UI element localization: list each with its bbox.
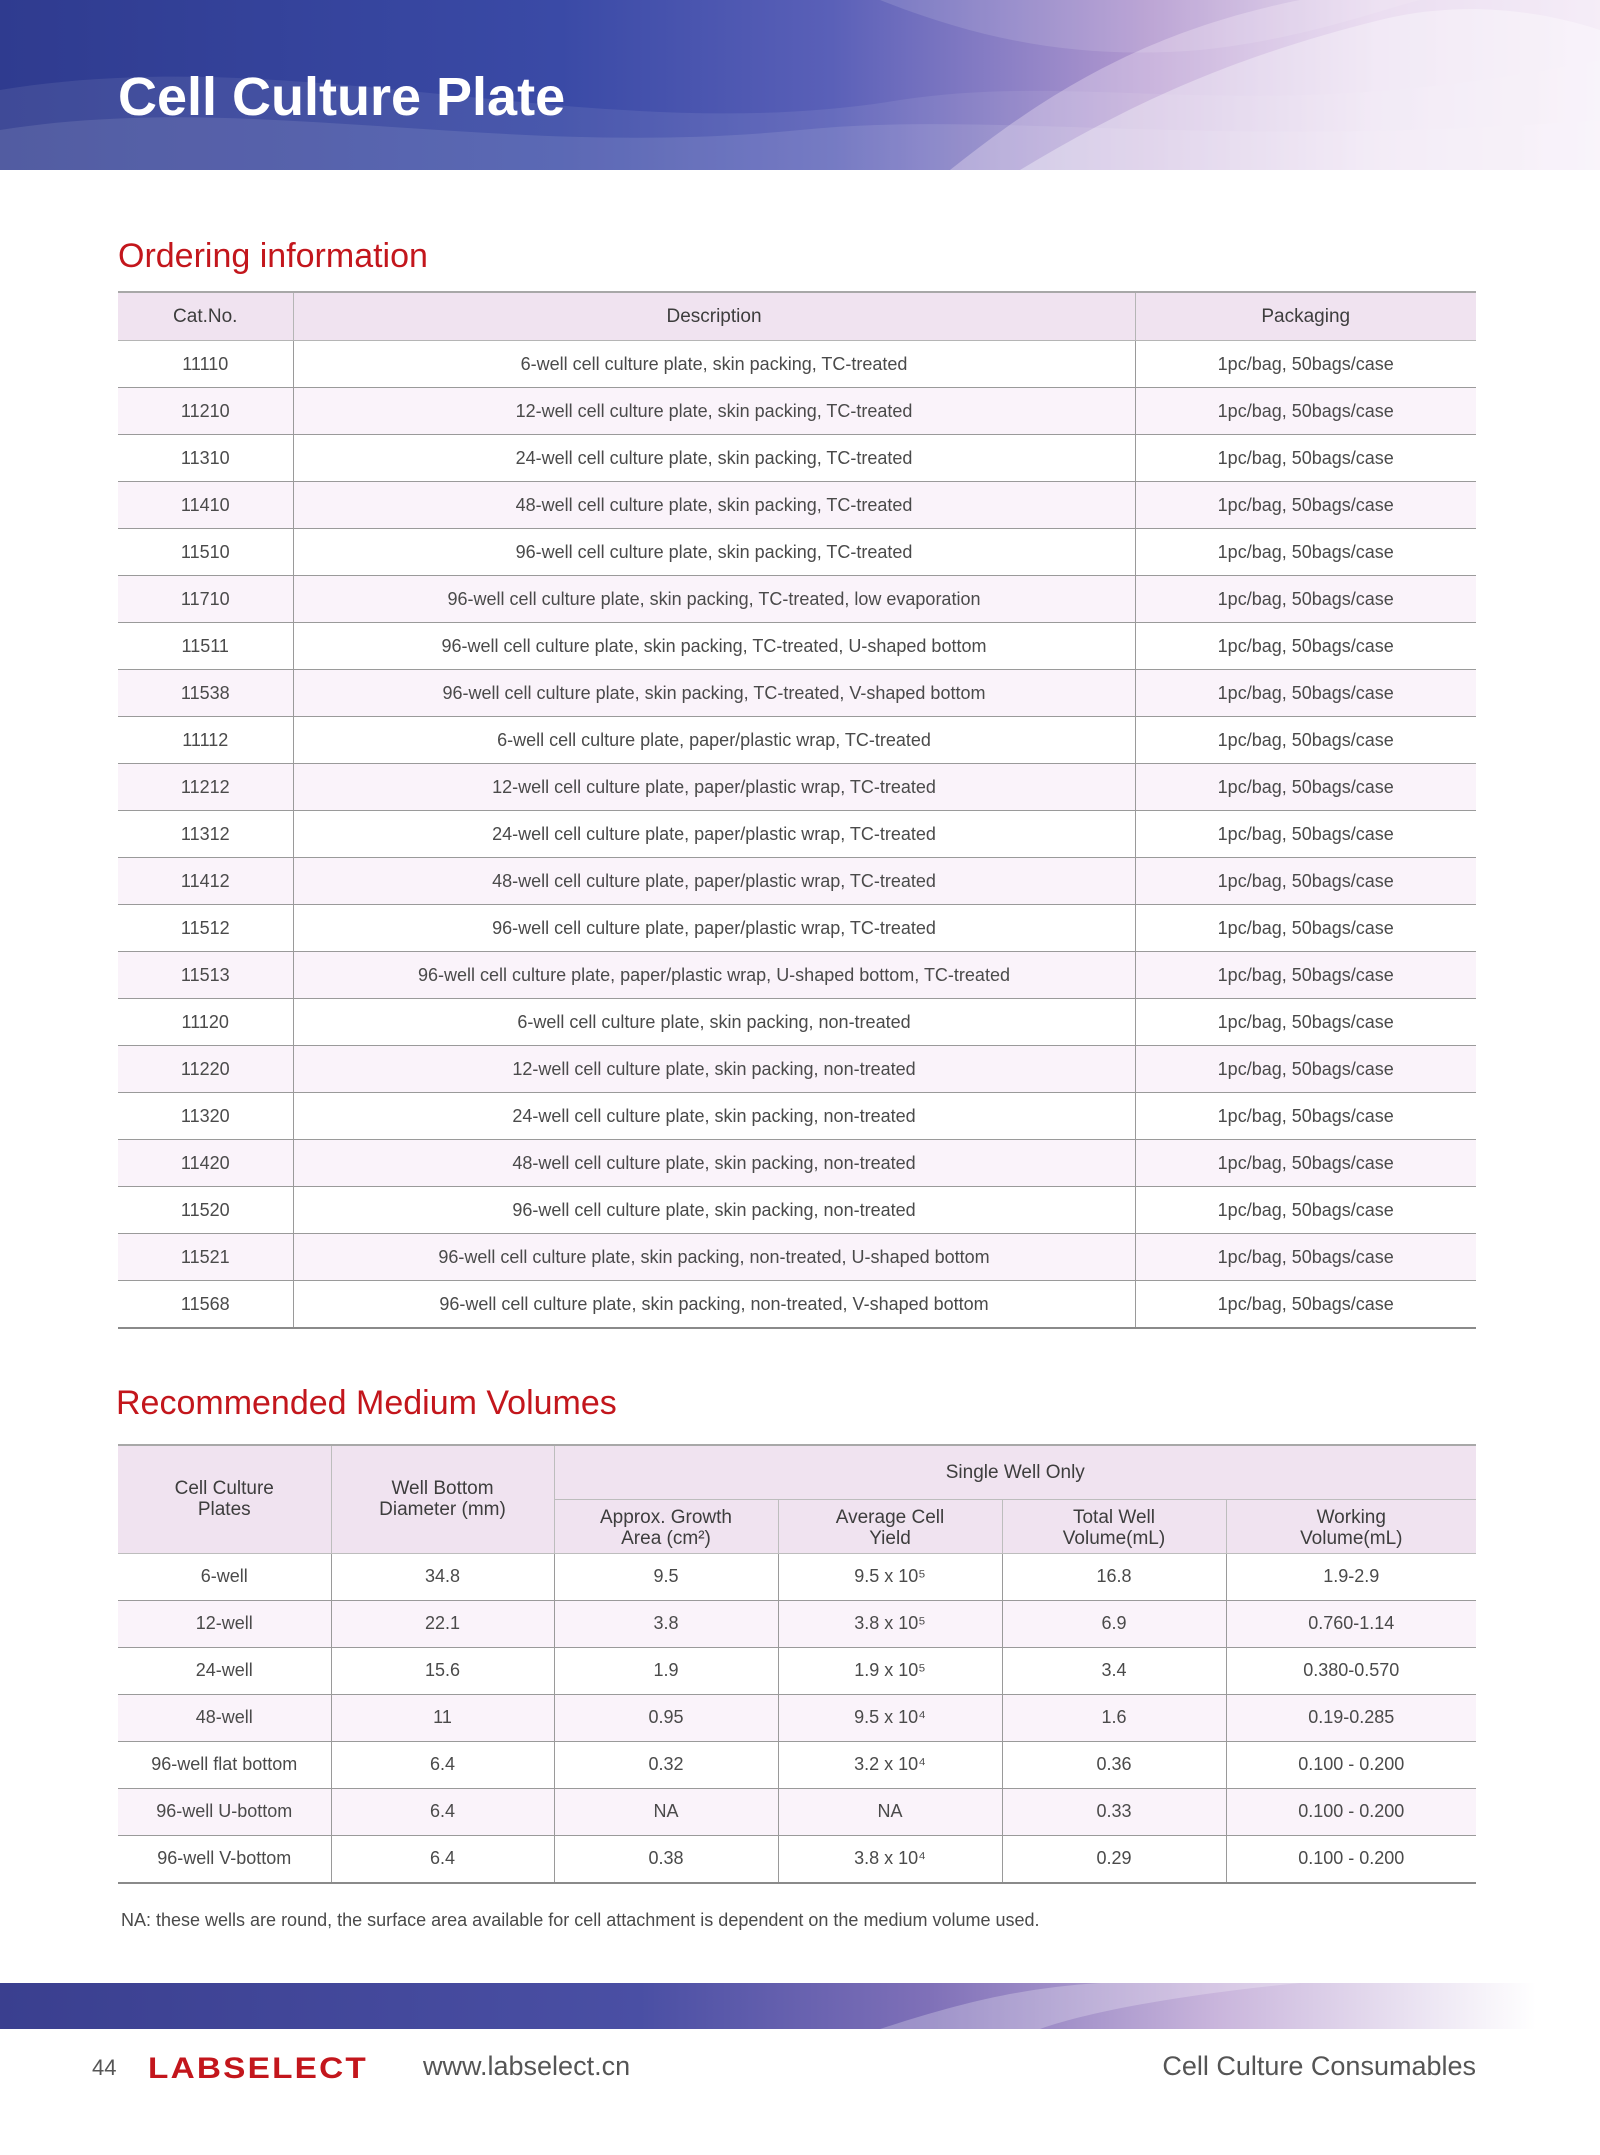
- description-cell: 24-well cell culture plate, paper/plastic wrap, TC-treated: [293, 811, 1135, 858]
- cell-yield-cell: 3.8 x 10⁴: [778, 1835, 1002, 1883]
- table-row: [118, 623, 1476, 670]
- cat-no-cell: 11320: [118, 1093, 293, 1140]
- diameter-cell: 6.4: [331, 1741, 554, 1788]
- growth-area-cell: 1.9: [554, 1647, 778, 1694]
- diameter-cell: 6.4: [331, 1788, 554, 1835]
- total-volume-cell: 0.33: [1002, 1788, 1226, 1835]
- table-row: [118, 1600, 1476, 1647]
- packaging-cell: 1pc/bag, 50bags/case: [1135, 1187, 1476, 1234]
- description-cell: 48-well cell culture plate, skin packing, TC-treated: [293, 482, 1135, 529]
- description-cell: 12-well cell culture plate, skin packing, non-treated: [293, 1046, 1135, 1093]
- labselect-logo: [148, 2050, 373, 2089]
- ordering-header-row: [118, 292, 1476, 341]
- packaging-cell: 1pc/bag, 50bags/case: [1135, 1281, 1476, 1329]
- medium-table-body: [118, 1553, 1476, 1883]
- description-cell: 96-well cell culture plate, skin packing, non-treated, V-shaped bottom: [293, 1281, 1135, 1329]
- description-cell: 96-well cell culture plate, skin packing, TC-treated: [293, 529, 1135, 576]
- packaging-cell: 1pc/bag, 50bags/case: [1135, 999, 1476, 1046]
- table-row: [118, 1281, 1476, 1329]
- packaging-cell: 1pc/bag, 50bags/case: [1135, 341, 1476, 388]
- growth-area-cell: 0.32: [554, 1741, 778, 1788]
- description-cell: 12-well cell culture plate, paper/plastic wrap, TC-treated: [293, 764, 1135, 811]
- growth-area-cell: 0.95: [554, 1694, 778, 1741]
- description-cell: 96-well cell culture plate, skin packing, TC-treated, V-shaped bottom: [293, 670, 1135, 717]
- table-row: [118, 1046, 1476, 1093]
- total-volume-cell: 3.4: [1002, 1647, 1226, 1694]
- table-row: [118, 670, 1476, 717]
- column-header-packaging: Packaging: [1135, 292, 1476, 341]
- working-volume-cell: 0.100 - 0.200: [1226, 1835, 1476, 1883]
- cat-no-cell: 11521: [118, 1234, 293, 1281]
- column-header-working-volume: Working Volume(mL): [1226, 1499, 1476, 1553]
- growth-area-cell: 9.5: [554, 1553, 778, 1600]
- cat-no-cell: 11110: [118, 341, 293, 388]
- growth-area-cell: 3.8: [554, 1600, 778, 1647]
- table-row: [118, 952, 1476, 999]
- table-row: [118, 576, 1476, 623]
- column-header-cell-yield: Average Cell Yield: [778, 1499, 1002, 1553]
- diameter-cell: 22.1: [331, 1600, 554, 1647]
- table-row: [118, 1234, 1476, 1281]
- table-row: [118, 1694, 1476, 1741]
- cat-no-cell: 11210: [118, 388, 293, 435]
- table-row: [118, 905, 1476, 952]
- cat-no-cell: 11220: [118, 1046, 293, 1093]
- description-cell: 24-well cell culture plate, skin packing, TC-treated: [293, 435, 1135, 482]
- column-header-description: Description: [293, 292, 1135, 341]
- table-row: [118, 435, 1476, 482]
- description-cell: 6-well cell culture plate, skin packing, non-treated: [293, 999, 1135, 1046]
- table-row: [118, 341, 1476, 388]
- packaging-cell: 1pc/bag, 50bags/case: [1135, 388, 1476, 435]
- table-row: [118, 858, 1476, 905]
- growth-area-cell: NA: [554, 1788, 778, 1835]
- labselect-logo-mark: [148, 2050, 373, 2084]
- cat-no-cell: 11513: [118, 952, 293, 999]
- plate-cell: 24-well: [118, 1647, 331, 1694]
- cat-no-cell: 11310: [118, 435, 293, 482]
- plate-cell: 12-well: [118, 1600, 331, 1647]
- diameter-cell: 34.8: [331, 1553, 554, 1600]
- svg-text:LABSELECT: LABSELECT: [148, 2052, 368, 2084]
- description-cell: 96-well cell culture plate, skin packing, TC-treated, U-shaped bottom: [293, 623, 1135, 670]
- page-title: Cell Culture Plate: [118, 67, 566, 127]
- table-row: [118, 1140, 1476, 1187]
- packaging-cell: 1pc/bag, 50bags/case: [1135, 623, 1476, 670]
- cell-yield-cell: 3.2 x 10⁴: [778, 1741, 1002, 1788]
- plate-cell: 96-well U-bottom: [118, 1788, 331, 1835]
- column-header-plates: Cell Culture Plates: [118, 1445, 331, 1553]
- working-volume-cell: 0.19-0.285: [1226, 1694, 1476, 1741]
- total-volume-cell: 16.8: [1002, 1553, 1226, 1600]
- table-row: [118, 999, 1476, 1046]
- packaging-cell: 1pc/bag, 50bags/case: [1135, 576, 1476, 623]
- packaging-cell: 1pc/bag, 50bags/case: [1135, 858, 1476, 905]
- total-volume-cell: 1.6: [1002, 1694, 1226, 1741]
- website-link[interactable]: www.labselect.cn: [423, 2051, 631, 2081]
- description-cell: 96-well cell culture plate, paper/plastic wrap, U-shaped bottom, TC-treated: [293, 952, 1135, 999]
- packaging-cell: 1pc/bag, 50bags/case: [1135, 670, 1476, 717]
- cat-no-cell: 11568: [118, 1281, 293, 1329]
- cat-no-cell: 11710: [118, 576, 293, 623]
- total-volume-cell: 0.36: [1002, 1741, 1226, 1788]
- column-header-total-volume: Total Well Volume(mL): [1002, 1499, 1226, 1553]
- column-header-growth-area: Approx. Growth Area (cm²): [554, 1499, 778, 1553]
- description-cell: 48-well cell culture plate, paper/plastic wrap, TC-treated: [293, 858, 1135, 905]
- cat-no-cell: 11120: [118, 999, 293, 1046]
- packaging-cell: 1pc/bag, 50bags/case: [1135, 905, 1476, 952]
- footer-band: [0, 1983, 1600, 2029]
- cat-no-cell: 11112: [118, 717, 293, 764]
- footer-wave-decoration: [0, 1983, 1600, 2029]
- table-footnote: NA: these wells are round, the surface area available for cell attachment is dependent on the medium volume used.: [121, 1910, 1040, 1930]
- packaging-cell: 1pc/bag, 50bags/case: [1135, 952, 1476, 999]
- table-row: [118, 811, 1476, 858]
- cell-yield-cell: NA: [778, 1788, 1002, 1835]
- medium-volumes-table: [118, 1444, 1476, 1884]
- packaging-cell: 1pc/bag, 50bags/case: [1135, 435, 1476, 482]
- table-row: [118, 764, 1476, 811]
- table-row: [118, 1093, 1476, 1140]
- packaging-cell: 1pc/bag, 50bags/case: [1135, 1093, 1476, 1140]
- cat-no-cell: 11410: [118, 482, 293, 529]
- column-header-cat-no: Cat.No.: [118, 292, 293, 341]
- page-number: 44: [92, 2055, 117, 2080]
- table-row: [118, 717, 1476, 764]
- cat-no-cell: 11512: [118, 905, 293, 952]
- ordering-section-title: Ordering information: [118, 237, 428, 275]
- column-group-single-well: Single Well Only: [554, 1445, 1476, 1499]
- table-row: [118, 529, 1476, 576]
- description-cell: 96-well cell culture plate, skin packing, non-treated: [293, 1187, 1135, 1234]
- plate-cell: 96-well V-bottom: [118, 1835, 331, 1883]
- plate-cell: 6-well: [118, 1553, 331, 1600]
- description-cell: 96-well cell culture plate, skin packing, TC-treated, low evaporation: [293, 576, 1135, 623]
- total-volume-cell: 0.29: [1002, 1835, 1226, 1883]
- packaging-cell: 1pc/bag, 50bags/case: [1135, 811, 1476, 858]
- ordering-table-body: [118, 341, 1476, 1329]
- growth-area-cell: 0.38: [554, 1835, 778, 1883]
- table-row: [118, 1835, 1476, 1883]
- medium-header-row-top: [118, 1445, 1476, 1499]
- diameter-cell: 15.6: [331, 1647, 554, 1694]
- packaging-cell: 1pc/bag, 50bags/case: [1135, 1140, 1476, 1187]
- description-cell: 6-well cell culture plate, skin packing, TC-treated: [293, 341, 1135, 388]
- description-cell: 96-well cell culture plate, paper/plastic wrap, TC-treated: [293, 905, 1135, 952]
- packaging-cell: 1pc/bag, 50bags/case: [1135, 717, 1476, 764]
- packaging-cell: 1pc/bag, 50bags/case: [1135, 1046, 1476, 1093]
- description-cell: 96-well cell culture plate, skin packing, non-treated, U-shaped bottom: [293, 1234, 1135, 1281]
- plate-cell: 96-well flat bottom: [118, 1741, 331, 1788]
- diameter-cell: 11: [331, 1694, 554, 1741]
- cat-no-cell: 11212: [118, 764, 293, 811]
- ordering-table: [118, 291, 1476, 1329]
- column-header-diameter: Well Bottom Diameter (mm): [331, 1445, 554, 1553]
- cat-no-cell: 11412: [118, 858, 293, 905]
- cell-yield-cell: 9.5 x 10⁵: [778, 1553, 1002, 1600]
- footer-category: Cell Culture Consumables: [1162, 2051, 1476, 2081]
- cat-no-cell: 11510: [118, 529, 293, 576]
- plate-cell: 48-well: [118, 1694, 331, 1741]
- packaging-cell: 1pc/bag, 50bags/case: [1135, 1234, 1476, 1281]
- table-row: [118, 1788, 1476, 1835]
- table-row: [118, 388, 1476, 435]
- cat-no-cell: 11312: [118, 811, 293, 858]
- description-cell: 24-well cell culture plate, skin packing, non-treated: [293, 1093, 1135, 1140]
- packaging-cell: 1pc/bag, 50bags/case: [1135, 764, 1476, 811]
- medium-section-title: Recommended Medium Volumes: [116, 1384, 617, 1422]
- diameter-cell: 6.4: [331, 1835, 554, 1883]
- description-cell: 6-well cell culture plate, paper/plastic wrap, TC-treated: [293, 717, 1135, 764]
- cell-yield-cell: 9.5 x 10⁴: [778, 1694, 1002, 1741]
- description-cell: 48-well cell culture plate, skin packing, non-treated: [293, 1140, 1135, 1187]
- packaging-cell: 1pc/bag, 50bags/case: [1135, 482, 1476, 529]
- cat-no-cell: 11538: [118, 670, 293, 717]
- cat-no-cell: 11520: [118, 1187, 293, 1234]
- table-row: [118, 482, 1476, 529]
- total-volume-cell: 6.9: [1002, 1600, 1226, 1647]
- table-row: [118, 1647, 1476, 1694]
- table-row: [118, 1741, 1476, 1788]
- cat-no-cell: 11511: [118, 623, 293, 670]
- cat-no-cell: 11420: [118, 1140, 293, 1187]
- working-volume-cell: 1.9-2.9: [1226, 1553, 1476, 1600]
- working-volume-cell: 0.100 - 0.200: [1226, 1788, 1476, 1835]
- description-cell: 12-well cell culture plate, skin packing, TC-treated: [293, 388, 1135, 435]
- table-row: [118, 1553, 1476, 1600]
- cell-yield-cell: 3.8 x 10⁵: [778, 1600, 1002, 1647]
- working-volume-cell: 0.380-0.570: [1226, 1647, 1476, 1694]
- working-volume-cell: 0.100 - 0.200: [1226, 1741, 1476, 1788]
- table-row: [118, 1187, 1476, 1234]
- header-banner: [0, 0, 1600, 170]
- cell-yield-cell: 1.9 x 10⁵: [778, 1647, 1002, 1694]
- working-volume-cell: 0.760-1.14: [1226, 1600, 1476, 1647]
- packaging-cell: 1pc/bag, 50bags/case: [1135, 529, 1476, 576]
